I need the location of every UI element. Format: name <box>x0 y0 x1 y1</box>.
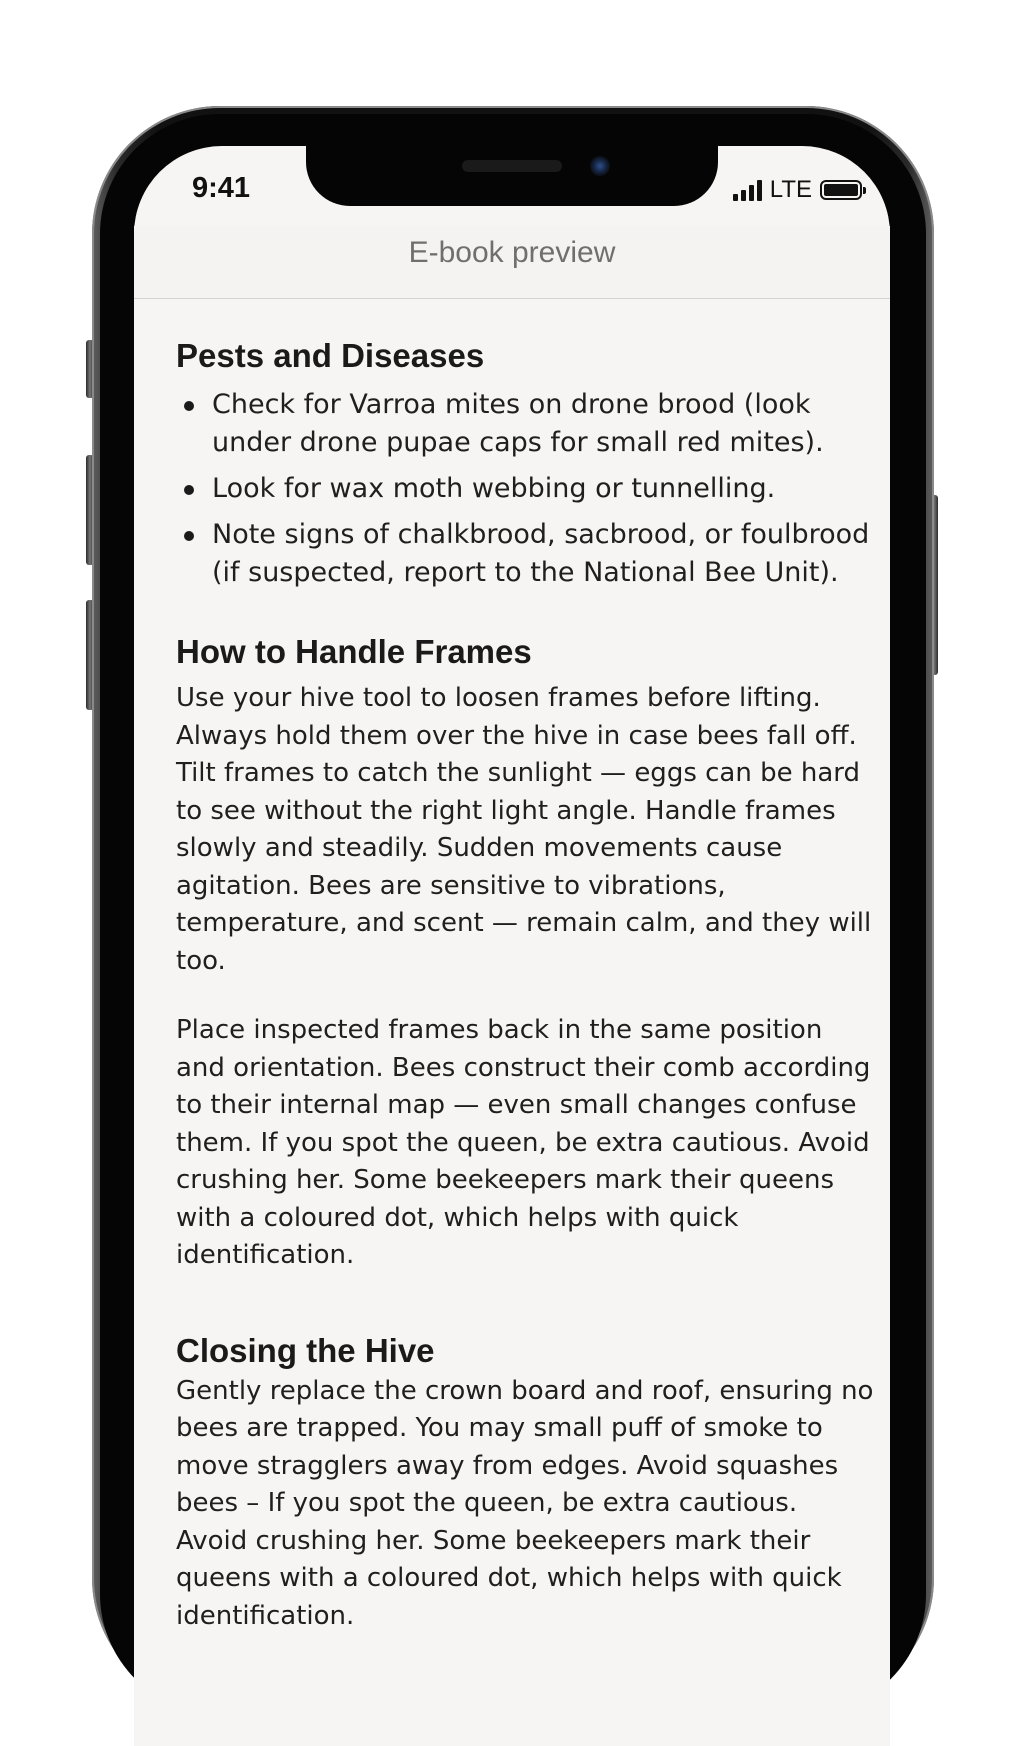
pests-list <box>176 386 876 592</box>
section-heading-frames: How to Handle Frames <box>176 633 532 670</box>
bullet-icon <box>184 531 194 541</box>
bullet-icon <box>184 485 194 495</box>
cellular-signal-icon <box>733 179 762 201</box>
status-indicators <box>733 176 862 204</box>
list-item-text: Look for wax moth webbing or tunnelling. <box>212 473 776 504</box>
list-item <box>176 386 876 462</box>
front-camera-icon <box>590 156 610 176</box>
list-item-text: Note signs of chalkbrood, sacbrood, or foulbrood (if suspected, report to the National Bee Unit). <box>212 519 870 588</box>
section-heading-closing: Closing the Hive <box>176 1331 435 1369</box>
closing-paragraph: Gently replace the crown board and roof, ensuring no bees are trapped. You may small puff of smoke to move stragglers away from edges. Avoid squashes bees – If you spot the queen, be extra cautious. Avoid crushing her. Some beekeepers mark their queens with a coloured dot, which helps with quick identification. <box>176 1375 874 1631</box>
ebook-content[interactable] <box>176 336 876 1635</box>
camera-notch <box>306 146 718 206</box>
list-item-text: Check for Varroa mites on drone brood (look under drone pupae caps for small red mites). <box>212 389 824 458</box>
battery-full-icon <box>820 180 862 200</box>
navigation-bar <box>134 226 890 299</box>
section-heading-pests: Pests and Diseases <box>176 337 485 374</box>
page-title: E-book preview <box>408 236 616 269</box>
network-type-label: LTE <box>769 176 812 203</box>
earpiece-speaker <box>462 160 562 172</box>
frames-paragraph-2: Place inspected frames back in the same position and orientation. Bees construct their comb according to their internal map — even small changes confuse them. If you spot the queen, be extra cautious. Avoid crushing her. Some beekeepers mark their queens with a coloured dot, which helps with quick identification. <box>176 1015 871 1270</box>
frames-paragraph-1: Use your hive tool to loosen frames before lifting. Always hold them over the hive in case bees fall off. Tilt frames to catch the sunlight — eggs can be hard to see without the right light angle. Handle frames slowly and steadily. Sudden movements cause agitation. Bees are sensitive to vibrations, temperature, and scent — remain calm, and they will too. <box>176 683 872 976</box>
phone-screen <box>134 146 890 1746</box>
bullet-icon <box>184 401 194 411</box>
list-item <box>176 516 876 592</box>
list-item <box>176 470 876 508</box>
status-time: 9:41 <box>192 172 251 204</box>
